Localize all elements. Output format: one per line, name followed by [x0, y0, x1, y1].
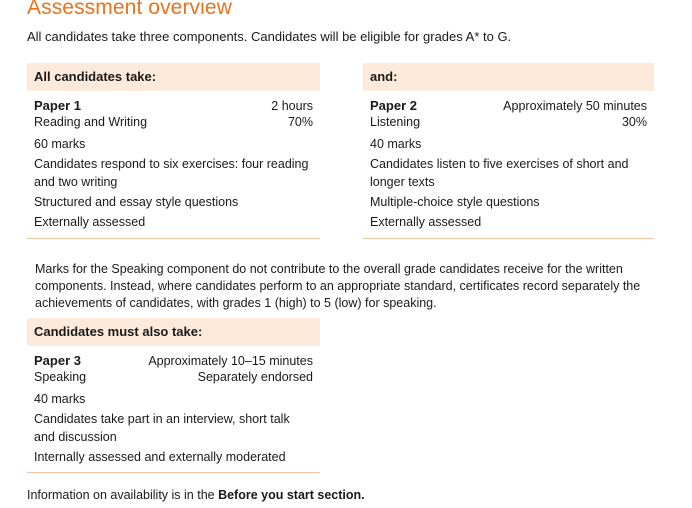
paper1-component: Reading and Writing — [34, 115, 148, 129]
paper3-box — [27, 318, 320, 473]
paper3-weighting: Separately endorsed — [197, 370, 313, 384]
paper1-duration: 2 hours — [271, 99, 313, 113]
paper1-box-heading: All candidates take: — [27, 63, 320, 91]
paper2-marks: 40 marks — [370, 137, 422, 151]
paper1-box — [27, 63, 320, 239]
paper1-divider — [27, 238, 320, 239]
paper1-question-style: Structured and essay style questions — [34, 195, 239, 209]
paper1-weighting: 70% — [287, 115, 313, 129]
paper2-weighting: 30% — [621, 115, 647, 129]
availability-note — [27, 488, 365, 502]
paper3-divider — [27, 472, 320, 473]
availability-note-prefix: Information on availability is in the — [27, 488, 219, 502]
paper3-name: Paper 3 — [34, 353, 81, 368]
paper1-name: Paper 1 — [34, 98, 81, 113]
paper3-duration: Approximately 10–15 minutes — [148, 354, 313, 368]
paper3-box-heading: Candidates must also take: — [27, 318, 320, 346]
paper1-marks: 60 marks — [34, 137, 86, 151]
paper3-assessment: Internally assessed and externally moderated — [34, 450, 286, 464]
paper1-description: Candidates respond to six exercises: four reading and two writing — [34, 157, 309, 189]
paper2-box-heading: and: — [363, 63, 654, 91]
paper2-component: Listening — [370, 115, 421, 129]
page-title: Assessment overview — [27, 0, 232, 19]
paper2-description: Candidates listen to five exercises of short and longer texts — [370, 157, 629, 189]
paper2-duration: Approximately 50 minutes — [503, 99, 647, 113]
availability-note-section-ref: Before you start section. — [218, 488, 365, 502]
paper2-assessment: Externally assessed — [370, 215, 482, 229]
paper2-question-style: Multiple-choice style questions — [370, 195, 540, 209]
paper2-box — [363, 63, 654, 239]
paper3-marks: 40 marks — [34, 392, 86, 406]
speaking-note: Marks for the Speaking component do not contribute to the overall grade candidates receive for the written components. Instead, where candidates perform to an appropriate standard, certificates record separately the achievements of candidates, with grades 1 (high) to 5 (low) for speaking. — [35, 262, 641, 310]
paper3-component: Speaking — [34, 370, 87, 384]
paper2-divider — [363, 238, 654, 239]
intro-text: All candidates take three components. Candidates will be eligible for grades A* to G. — [27, 29, 512, 44]
paper1-assessment: Externally assessed — [34, 215, 146, 229]
paper2-name: Paper 2 — [370, 98, 417, 113]
paper3-description: Candidates take part in an interview, short talk and discussion — [34, 412, 290, 444]
